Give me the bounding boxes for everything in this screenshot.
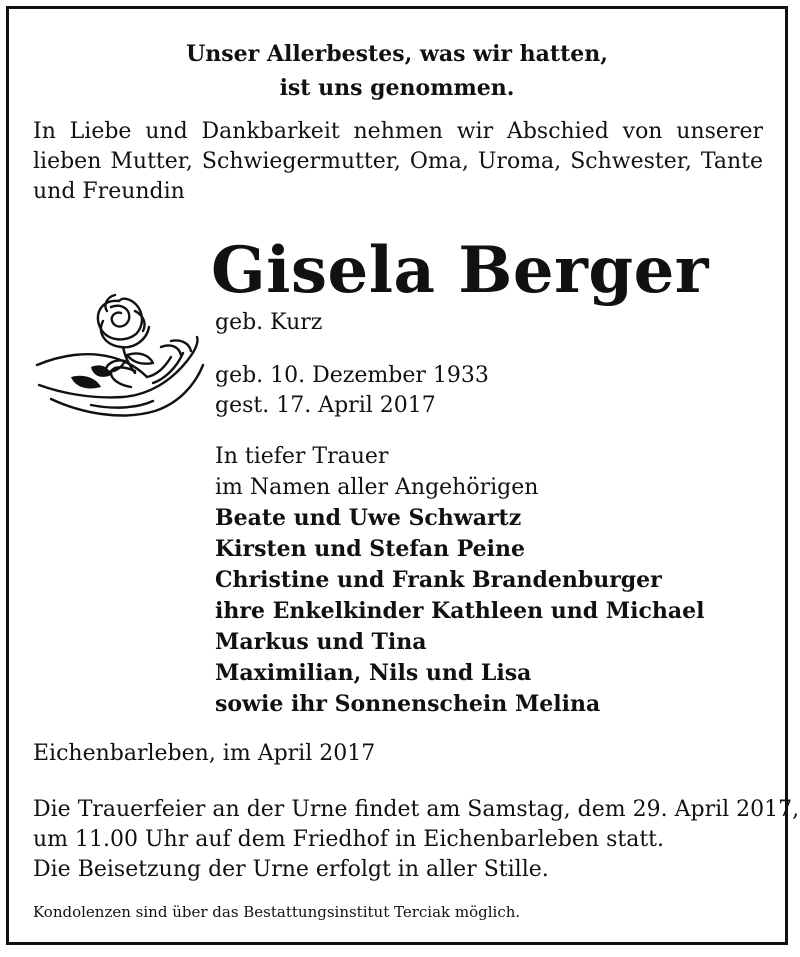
ceremony-line: Die Trauerfeier an der Urne findet am Samstag, dem 29. April 2017,: [33, 797, 800, 822]
mourner-family: sowie ihr Sonnenschein Melina: [215, 691, 601, 717]
mourner-family: Beate und Uwe Schwartz: [215, 505, 522, 531]
ceremony-line: um 11.00 Uhr auf dem Friedhof in Eichenbarleben statt.: [33, 827, 664, 852]
mourners-intro-line: In tiefer Trauer: [215, 444, 389, 469]
farewell-intro: In Liebe und Dankbarkeit nehmen wir Abschied von unserer lieben Mutter, Schwiegermutter, Oma, Uroma, Schwester, Tante und Freundin: [33, 119, 763, 204]
maiden-name: geb. Kurz: [215, 310, 323, 335]
mourner-family: ihre Enkelkinder Kathleen und Michael: [215, 598, 705, 624]
condolence-note: Kondolenzen sind über das Bestattungsinstitut Terciak möglich.: [33, 903, 521, 921]
birth-date: geb. 10. Dezember 1933: [215, 363, 489, 388]
deceased-name: Gisela Berger: [211, 233, 709, 308]
mourners-list: [215, 441, 704, 720]
rose-in-hands-icon: [31, 281, 207, 437]
obituary-notice: [6, 6, 800, 945]
death-date: gest. 17. April 2017: [215, 393, 436, 418]
ceremony-details: [33, 795, 800, 885]
mourner-family: Maximilian, Nils und Lisa: [215, 660, 532, 686]
place-and-date: Eichenbarleben, im April 2017: [33, 741, 376, 766]
motto-line-2: ist uns genommen.: [279, 75, 515, 101]
ceremony-line: Die Beisetzung der Urne erfolgt in aller Stille.: [33, 857, 549, 882]
mourners-intro-line: im Namen aller Angehörigen: [215, 475, 539, 500]
motto: [9, 37, 785, 105]
mourner-family: Kirsten und Stefan Peine: [215, 536, 526, 562]
mourner-family: Christine und Frank Brandenburger: [215, 567, 662, 593]
life-dates: [215, 361, 489, 421]
motto-line-1: Unser Allerbestes, was wir hatten,: [186, 41, 608, 67]
mourner-family: Markus und Tina: [215, 629, 427, 655]
